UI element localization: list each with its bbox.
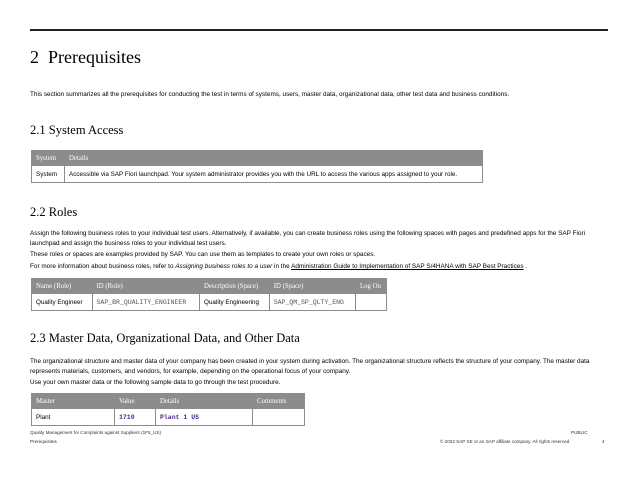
column-header: Details [156, 394, 253, 409]
table-cell: System [32, 166, 65, 183]
column-header: System [32, 151, 65, 166]
column-header: Name (Role) [32, 279, 93, 294]
column-header: Details [65, 151, 483, 166]
table-header-row [32, 279, 387, 294]
roles-para-3-mid: in the [272, 263, 292, 270]
top-rule [30, 29, 608, 31]
footer-page-number: 4 [602, 439, 605, 444]
table-cell: Accessible via SAP Fiori launchpad. Your system administrator provides you with the URL to access the various apps assigned to your role. [65, 166, 483, 183]
table-cell: Plant [32, 409, 115, 426]
table-header-row [32, 394, 305, 409]
system-access-table [31, 150, 483, 183]
table-row [32, 409, 305, 426]
column-header: Value [115, 394, 156, 409]
column-header: Master [32, 394, 115, 409]
column-header: ID (Space) [269, 279, 355, 294]
table-row [32, 294, 387, 311]
footer-copyright: © 2022 SAP SE or an SAP affiliate company. All rights reserved. [440, 439, 571, 444]
table-header-row [32, 151, 483, 166]
column-header: Comments [253, 394, 305, 409]
roles-para-3 [30, 262, 610, 272]
section-number: 2 [30, 47, 39, 67]
roles-para-3-italic: Assigning business roles to a user [175, 263, 273, 270]
footer-document-title: Quality Management for Complaints against Suppliers (1F5_US) [30, 430, 161, 435]
master-data-para-2: Use your own master data or the following sample data to go through the test procedure. [30, 379, 281, 386]
admin-guide-link[interactable]: Administration Guide to Implementation of SAP S/4HANA with SAP Best Practices [291, 263, 524, 270]
heading-system-access: 2.1 System Access [30, 123, 124, 137]
section-title [30, 47, 141, 68]
roles-para-1: Assign the following business roles to your individual test users. Alternatively, if available, you can create business roles using the following spaces with pages and predefined apps for the SAP Fiori launchpad and assign the business roles to your individual test users. [30, 230, 585, 247]
table-cell: 1710 [115, 409, 156, 426]
roles-table [31, 278, 387, 311]
table-cell: SAP_QM_SP_QLTY_ENG [269, 294, 355, 311]
table-cell: Plant 1 US [156, 409, 253, 426]
master-data-para-1: The organizational structure and master data of your company has been created in your system during activation. The organizational structure reflects the structure of your company. The master data represents materials, customers, and vendors, for example, depending on the operational focus of your company. [30, 358, 590, 375]
column-header: ID (Role) [92, 279, 200, 294]
roles-para-3-start: For more information about business roles, refer to [30, 263, 176, 270]
table-cell: SAP_BR_QUALITY_ENGINEER [92, 294, 200, 311]
roles-para-2: These roles or spaces are examples provided by SAP. You can use them as templates to create your own roles or spaces. [30, 251, 376, 258]
table-cell: Quality Engineer [32, 294, 93, 311]
section-intro: This section summarizes all the prerequisites for conducting the test in terms of systems, users, master data, organizational data, other test data and business conditions. [30, 91, 510, 98]
column-header: Log On [356, 279, 387, 294]
table-row [32, 166, 483, 183]
footer-section-name: Prerequisites [30, 439, 57, 444]
roles-para-3-end: . [523, 263, 528, 270]
section-title-text: Prerequisites [48, 47, 141, 67]
column-header: Description (Space) [200, 279, 270, 294]
table-cell [253, 409, 305, 426]
table-cell [356, 294, 387, 311]
footer-classification: PUBLIC [571, 430, 588, 435]
table-cell: Quality Engineering [200, 294, 270, 311]
master-data-table [31, 393, 305, 426]
heading-master-data: 2.3 Master Data, Organizational Data, and Other Data [30, 331, 300, 345]
heading-roles: 2.2 Roles [30, 205, 78, 219]
